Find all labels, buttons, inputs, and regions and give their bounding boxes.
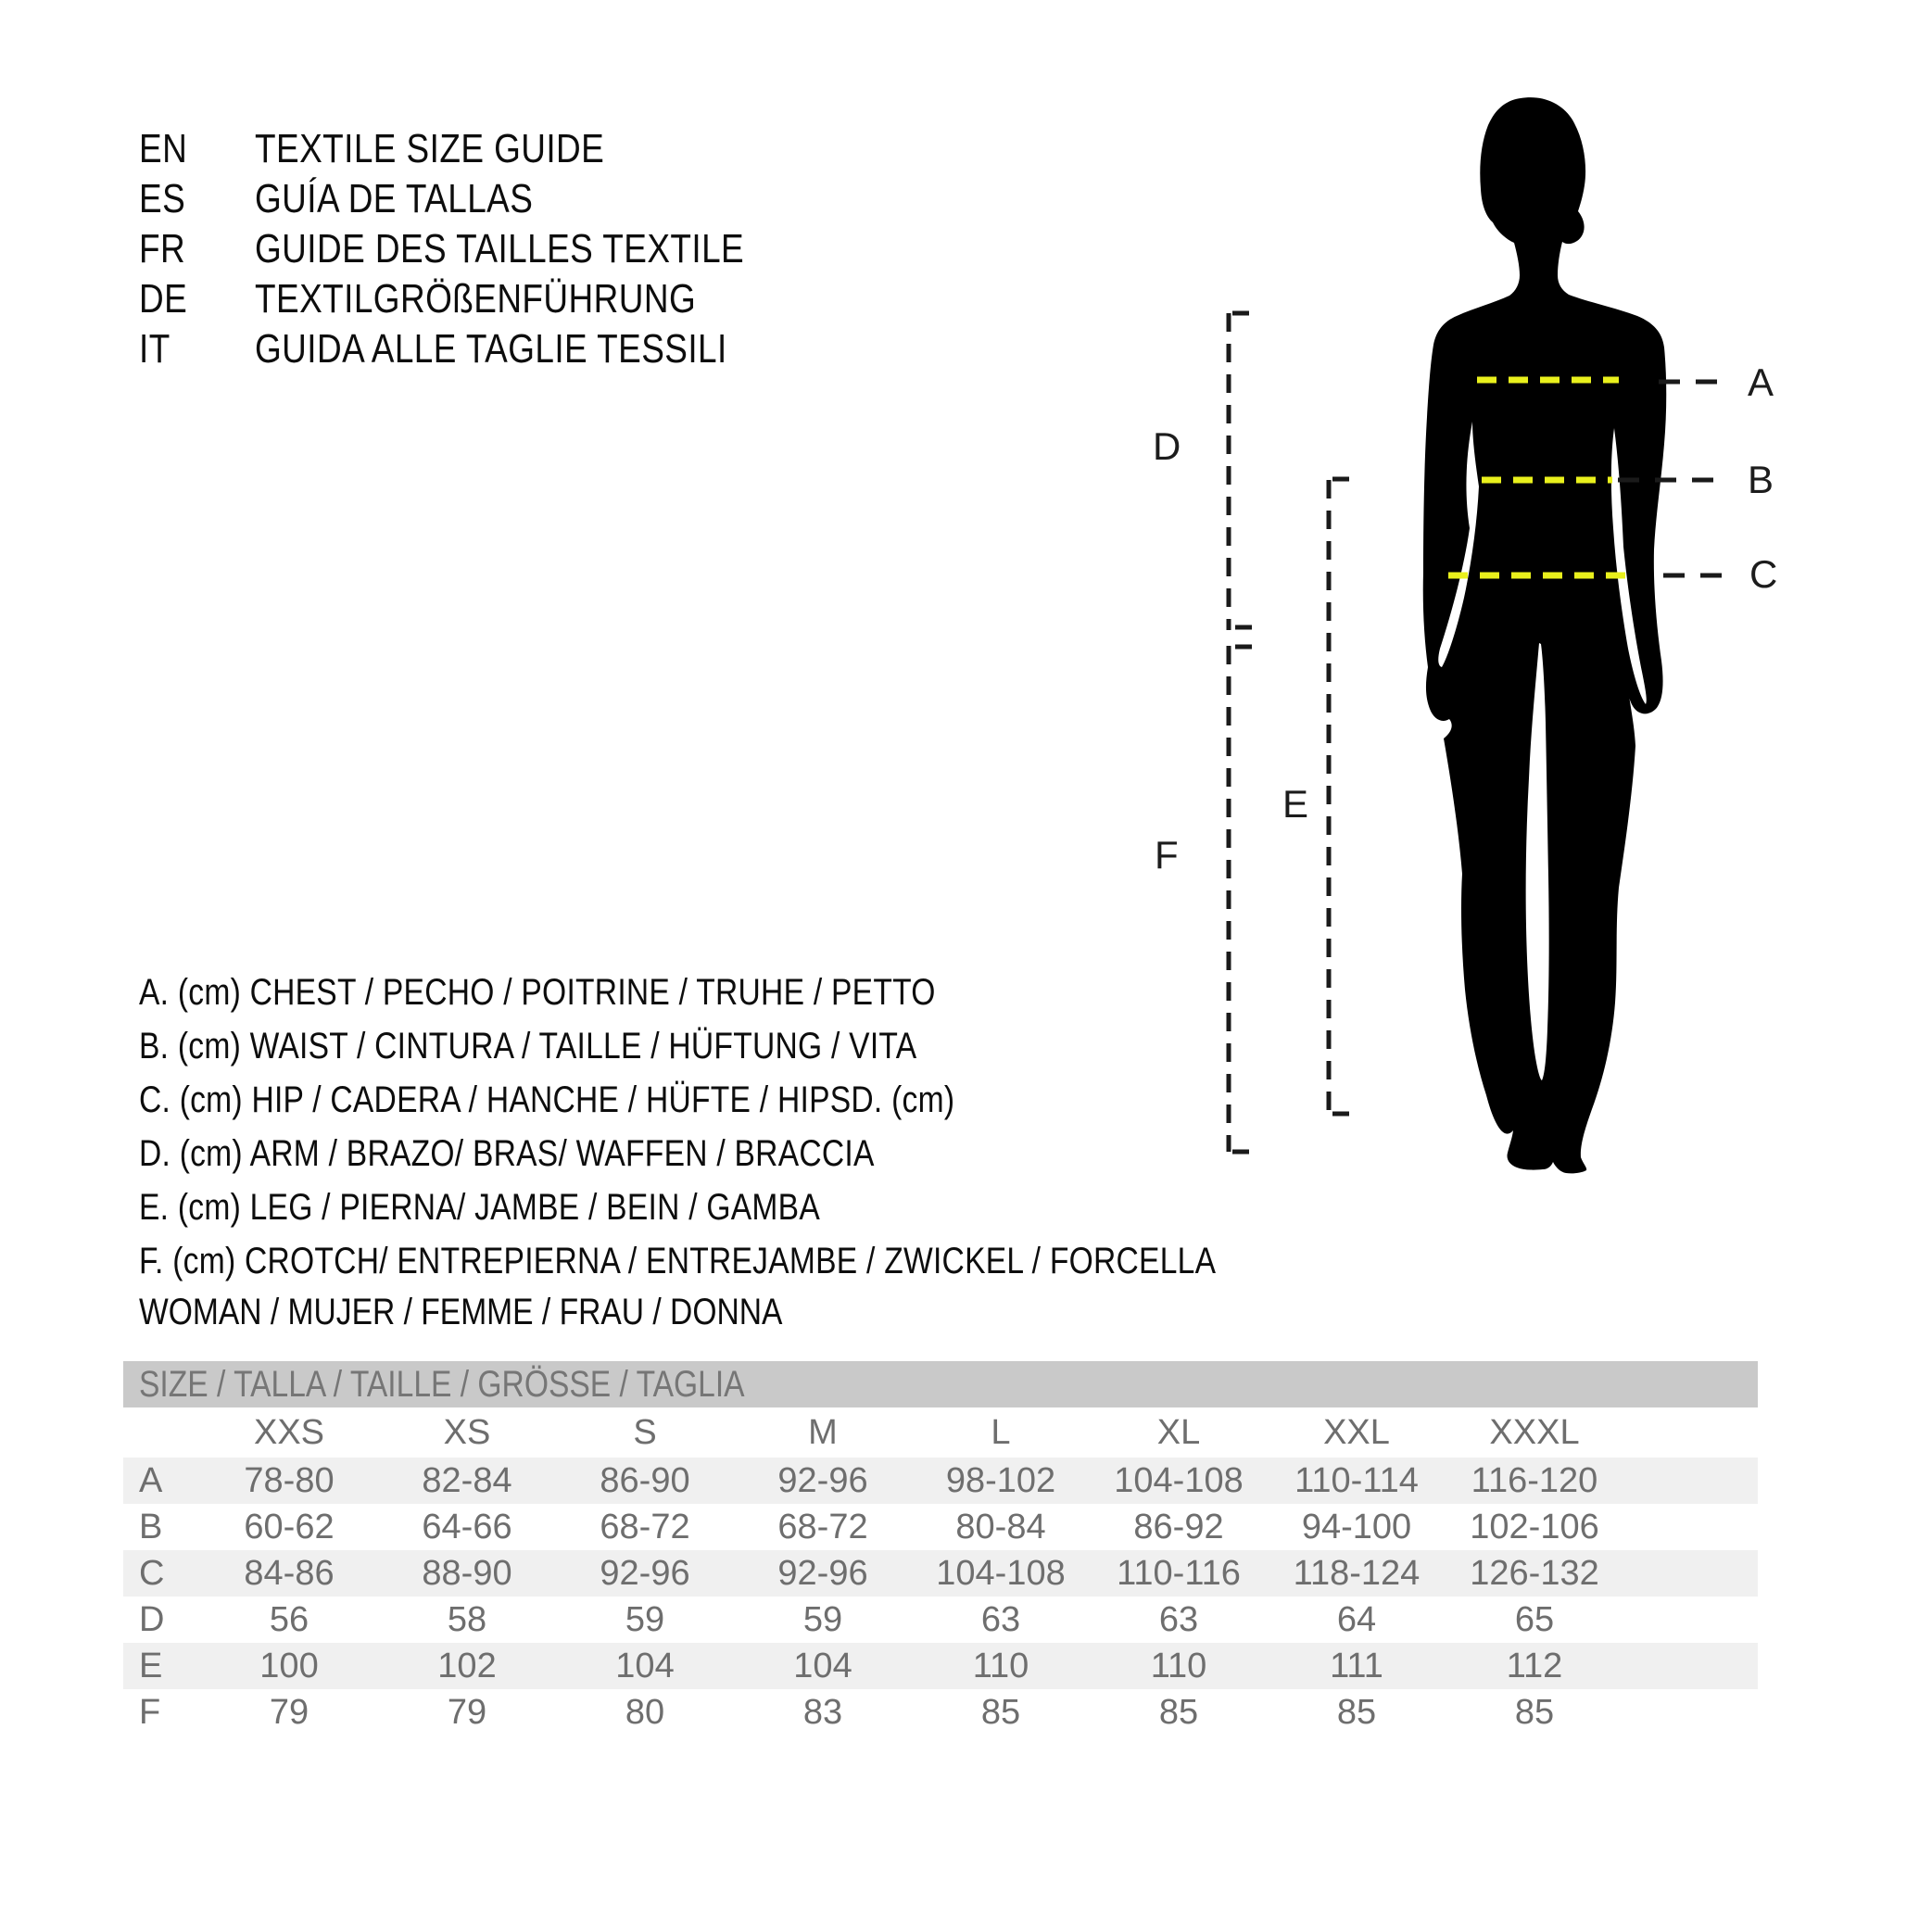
table-cell: 118-124 — [1293, 1553, 1421, 1593]
table-cell: 104-108 — [1114, 1460, 1244, 1500]
table-row-arm — [123, 1597, 1758, 1643]
page-title-fr: GUIDE DES TAILLES TEXTILE — [255, 226, 745, 271]
table-cell: 80 — [625, 1692, 665, 1732]
table-cell: 64 — [1336, 1599, 1377, 1639]
column-header: XL — [1156, 1412, 1201, 1452]
legend-line-leg: E. (cm) LEG / PIERNA/ JAMBE / BEIN / GAMBA — [139, 1187, 820, 1228]
table-row-chest — [123, 1458, 1758, 1504]
table-cell: 79 — [447, 1692, 487, 1732]
row-label: D — [139, 1599, 165, 1639]
table-cell: 65 — [1514, 1599, 1555, 1639]
legend-line-hip: C. (cm) HIP / CADERA / HANCHE / HÜFTE / HIPSD. (cm) — [139, 1079, 955, 1120]
size-table-title: SIZE / TALLA / TAILLE / GRÖSSE / TAGLIA — [139, 1364, 745, 1405]
column-header: S — [633, 1412, 657, 1452]
size-header-spacer — [123, 1407, 200, 1458]
figure-label-leg: E — [1282, 782, 1309, 826]
table-cell: 110 — [1150, 1646, 1207, 1685]
table-cell: 80-84 — [955, 1507, 1046, 1546]
page-title-es: GUÍA DE TALLAS — [255, 176, 534, 221]
table-row-waist — [123, 1504, 1758, 1550]
table-cell: 110-114 — [1294, 1460, 1419, 1500]
row-label: F — [139, 1692, 161, 1732]
table-cell: 78-80 — [244, 1460, 335, 1500]
table-row-leg — [123, 1643, 1758, 1689]
table-row-crotch — [123, 1689, 1758, 1735]
row-label: B — [139, 1507, 163, 1546]
size-table — [123, 1361, 1758, 1735]
table-cell: 56 — [269, 1599, 309, 1639]
filler-cell — [1623, 1550, 1758, 1597]
table-cell: 110-116 — [1117, 1553, 1241, 1593]
column-header: L — [991, 1412, 1011, 1452]
table-cell: 110 — [972, 1646, 1029, 1685]
table-cell: 102-106 — [1470, 1507, 1599, 1546]
table-cell: 63 — [1158, 1599, 1199, 1639]
size-table-title-bar — [123, 1361, 1758, 1407]
size-header-row — [123, 1407, 1758, 1458]
table-cell: 59 — [802, 1599, 843, 1639]
table-cell: 84-86 — [244, 1553, 335, 1593]
table-row-hip — [123, 1550, 1758, 1597]
column-header: M — [808, 1412, 838, 1452]
table-cell: 104-108 — [936, 1553, 1066, 1593]
table-cell: 85 — [1158, 1692, 1199, 1732]
table-cell: 79 — [269, 1692, 309, 1732]
table-cell: 126-132 — [1470, 1553, 1599, 1593]
language-code: ES — [139, 176, 186, 221]
page-title-de: TEXTILGRÖßENFÜHRUNG — [255, 276, 697, 322]
row-label: A — [139, 1460, 163, 1500]
table-cell: 111 — [1330, 1646, 1383, 1685]
figure-label-chest: A — [1748, 360, 1774, 404]
page-title: TEXTILE SIZE GUIDE — [255, 126, 605, 171]
legend-line-chest: A. (cm) CHEST / PECHO / POITRINE / TRUHE / PETTO — [139, 972, 936, 1013]
filler-cell — [1623, 1689, 1758, 1735]
table-cell: 59 — [625, 1599, 665, 1639]
table-cell: 98-102 — [945, 1460, 1056, 1500]
table-cell: 83 — [802, 1692, 843, 1732]
table-cell: 86-90 — [600, 1460, 690, 1500]
table-cell: 85 — [980, 1692, 1021, 1732]
filler-cell — [1623, 1458, 1758, 1504]
page-title-it: GUIDA ALLE TAGLIE TESSILI — [255, 326, 727, 372]
figure-label-waist: B — [1748, 458, 1774, 501]
column-header: XXS — [253, 1412, 325, 1452]
table-cell: 85 — [1514, 1692, 1555, 1732]
table-cell: 92-96 — [600, 1553, 690, 1593]
size-table-grid — [123, 1407, 1758, 1735]
figure-label-hip: C — [1749, 552, 1778, 596]
figure-label-arm: D — [1153, 424, 1181, 468]
table-cell: 60-62 — [244, 1507, 335, 1546]
row-label: C — [139, 1553, 165, 1593]
column-header: XXL — [1323, 1412, 1390, 1452]
table-cell: 63 — [980, 1599, 1021, 1639]
table-cell: 112 — [1506, 1646, 1563, 1685]
filler-cell — [1623, 1407, 1758, 1458]
table-cell: 104 — [615, 1646, 675, 1685]
language-code: EN — [139, 126, 188, 171]
table-cell: 94-100 — [1301, 1507, 1412, 1546]
filler-cell — [1623, 1643, 1758, 1689]
row-label: E — [139, 1646, 163, 1685]
legend-line-crotch: F. (cm) CROTCH/ ENTREPIERNA / ENTREJAMBE / ZWICKEL / FORCELLA — [139, 1241, 1217, 1281]
table-cell: 92-96 — [777, 1460, 868, 1500]
table-cell: 86-92 — [1133, 1507, 1224, 1546]
table-cell: 100 — [259, 1646, 319, 1685]
measurement-legend — [139, 966, 1421, 1288]
table-cell: 104 — [793, 1646, 852, 1685]
column-header: XS — [443, 1412, 491, 1452]
table-cell: 116-120 — [1471, 1460, 1598, 1500]
table-cell: 85 — [1336, 1692, 1377, 1732]
language-code: FR — [139, 226, 186, 271]
figure-label-crotch: F — [1155, 833, 1179, 877]
table-cell: 64-66 — [422, 1507, 512, 1546]
column-header: XXXL — [1489, 1412, 1580, 1452]
table-cell: 92-96 — [777, 1553, 868, 1593]
table-cell: 88-90 — [422, 1553, 512, 1593]
table-cell: 58 — [447, 1599, 487, 1639]
table-cell: 102 — [437, 1646, 497, 1685]
language-code: IT — [139, 326, 170, 372]
table-cell: 68-72 — [777, 1507, 868, 1546]
table-cell: 82-84 — [422, 1460, 512, 1500]
legend-line-arm: D. (cm) ARM / BRAZO/ BRAS/ WAFFEN / BRACCIA — [139, 1133, 875, 1174]
language-code: DE — [139, 276, 188, 322]
table-cell: 68-72 — [600, 1507, 690, 1546]
legend-line-waist: B. (cm) WAIST / CINTURA / TAILLE / HÜFTUNG / VITA — [139, 1026, 917, 1066]
audience-label: WOMAN / MUJER / FEMME / FRAU / DONNA — [139, 1292, 783, 1332]
filler-cell — [1623, 1504, 1758, 1550]
filler-cell — [1623, 1597, 1758, 1643]
